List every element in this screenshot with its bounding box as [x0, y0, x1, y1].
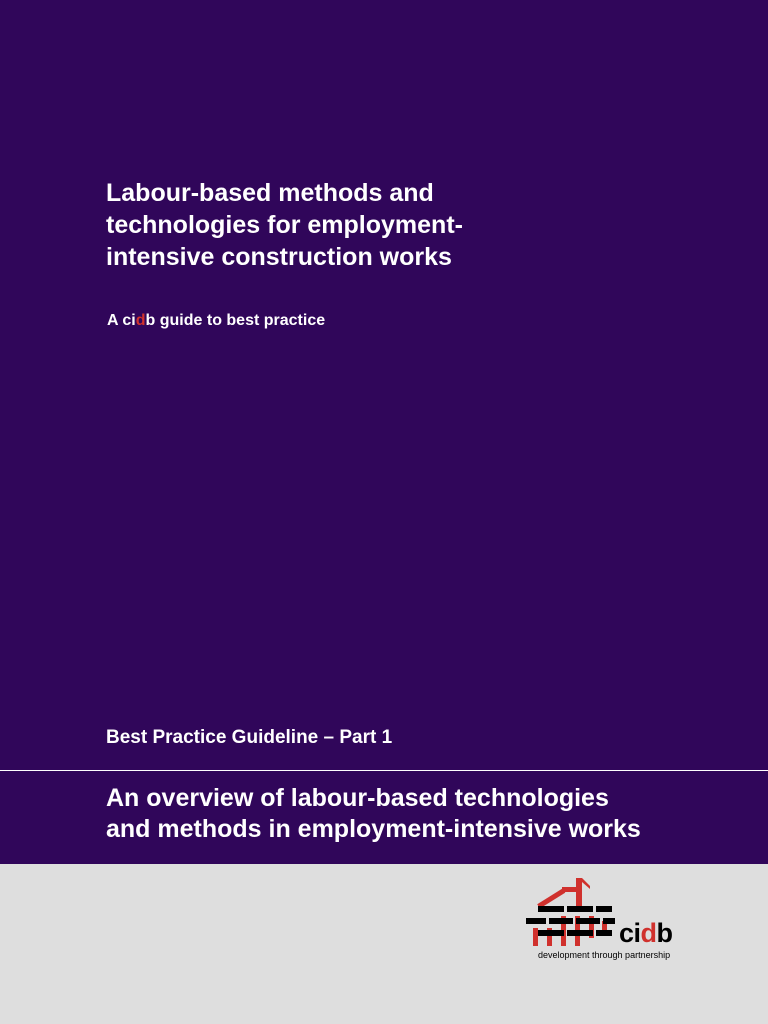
series-label: Best Practice Guideline – Part 1	[106, 727, 393, 748]
cidb-brick-building-icon	[524, 876, 624, 948]
subtitle-accent-letter: d	[135, 312, 146, 329]
cidb-wordmark	[619, 918, 673, 948]
subtitle-suffix: b guide to best practice	[145, 312, 326, 329]
divider-line	[0, 770, 768, 771]
part-title-line-1: An overview of labour-based technologies	[106, 784, 609, 812]
wordmark-accent-letter: d	[640, 918, 657, 948]
document-subtitle	[107, 311, 325, 331]
cidb-logo	[524, 876, 694, 960]
document-title	[106, 177, 666, 273]
wordmark-prefix: ci	[619, 918, 641, 948]
title-line-3: intensive construction works	[106, 243, 452, 271]
subtitle-prefix: A ci	[107, 312, 136, 329]
part-title-line-2: and methods in employment-intensive works	[106, 815, 641, 843]
wordmark-suffix: b	[656, 918, 673, 948]
logo-tagline: development through partnership	[538, 950, 671, 960]
part-title	[106, 783, 746, 845]
title-line-2: technologies for employment-	[106, 211, 463, 239]
title-line-1: Labour-based methods and	[106, 179, 434, 207]
